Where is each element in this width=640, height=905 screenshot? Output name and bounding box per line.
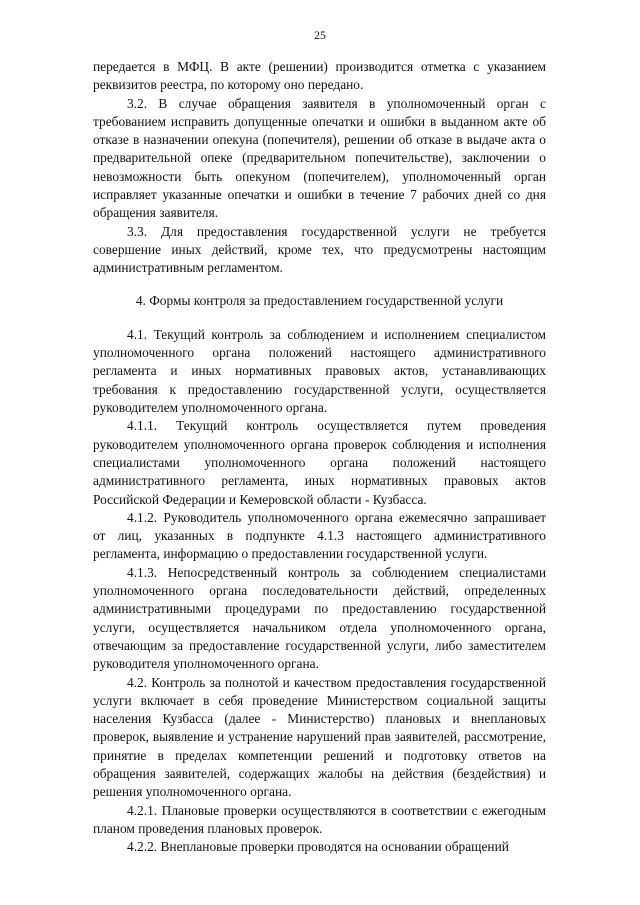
page-number: 25 bbox=[314, 28, 326, 42]
paragraph-continuation: передается в МФЦ. В акте (решении) производится отметка с указанием реквизитов реестра, по которому оно передано. bbox=[93, 59, 546, 93]
paragraph-3-3: 3.3. Для предоставления государственной услуги не требуется совершение иных действий, кроме тех, что предусмотрены настоящим административным регламентом. bbox=[93, 223, 546, 276]
paragraph-4-2: 4.2. Контроль за полнотой и качеством предоставления государственной услуги включает в себя проведение Министерством социальной защиты населения Кузбасса (далее - Министерство) плановых и внеплановых проверок, выявление и устранение нарушений прав заявителей, рассмотрение, принятие в пределах компетенции решений и подготовку ответов на обращения заявителей, содержащих жалобы на действия (бездействия) и решения уполномоченного органа. bbox=[93, 674, 546, 800]
section-heading: 4. Формы контроля за предоставлением государственной услуги bbox=[135, 292, 504, 308]
paragraph-4-1-2: 4.1.2. Руководитель уполномоченного органа ежемесячно запрашивает от лиц, указанных в подпункте 4.1.3 настоящего административного регламента, информацию о предоставлении государственной услуги. bbox=[93, 509, 546, 562]
paragraph-4-1: 4.1. Текущий контроль за соблюдением и исполнением специалистом уполномоченного органа положений настоящего административного регламента и иных нормативных правовых актов, устанавливающих требования к предоставлению государственной услуги, осуществляется руководителем уполномоченного органа. bbox=[93, 326, 546, 416]
paragraph-4-1-3: 4.1.3. Непосредственный контроль за соблюдением специалистами уполномоченного органа последовательности действий, определенных административными процедурами по предоставлению государственной услуги, осуществляется начальником отдела уполномоченного органа, отвечающим за предоставление государственной услуги, либо заместителем руководителя уполномоченного органа. bbox=[93, 564, 546, 672]
paragraph-4-2-1: 4.2.1. Плановые проверки осуществляются в соответствии с ежегодным планом проведения плановых проверок. bbox=[93, 802, 546, 836]
paragraph-4-1-1: 4.1.1. Текущий контроль осуществляется путем проведения руководителем уполномоченного органа проверок соблюдения и исполнения специалистами уполномоченного органа положений настоящего административного регламента, иных нормативных правовых актов Российской Федерации и Кемеровской области - Кузбасса. bbox=[93, 418, 546, 507]
paragraph-3-2: 3.2. В случае обращения заявителя в уполномоченный орган с требованием исправить допущенные опечатки и ошибки в выданном акте об отказе в назначении опекуна (попечителя), решении об отказе в выдаче акта о предварительной опеке (предварительном попечительстве), заключении о невозможности быть опекуном (попечителем), уполномоченный орган исправляет указанные опечатки и ошибки в течение 7 рабочих дней со дня обращения заявителя. bbox=[93, 95, 546, 221]
document-body bbox=[93, 58, 546, 856]
paragraph-4-2-2: 4.2.2. Внеплановые проверки проводятся на основании обращений bbox=[127, 839, 509, 855]
